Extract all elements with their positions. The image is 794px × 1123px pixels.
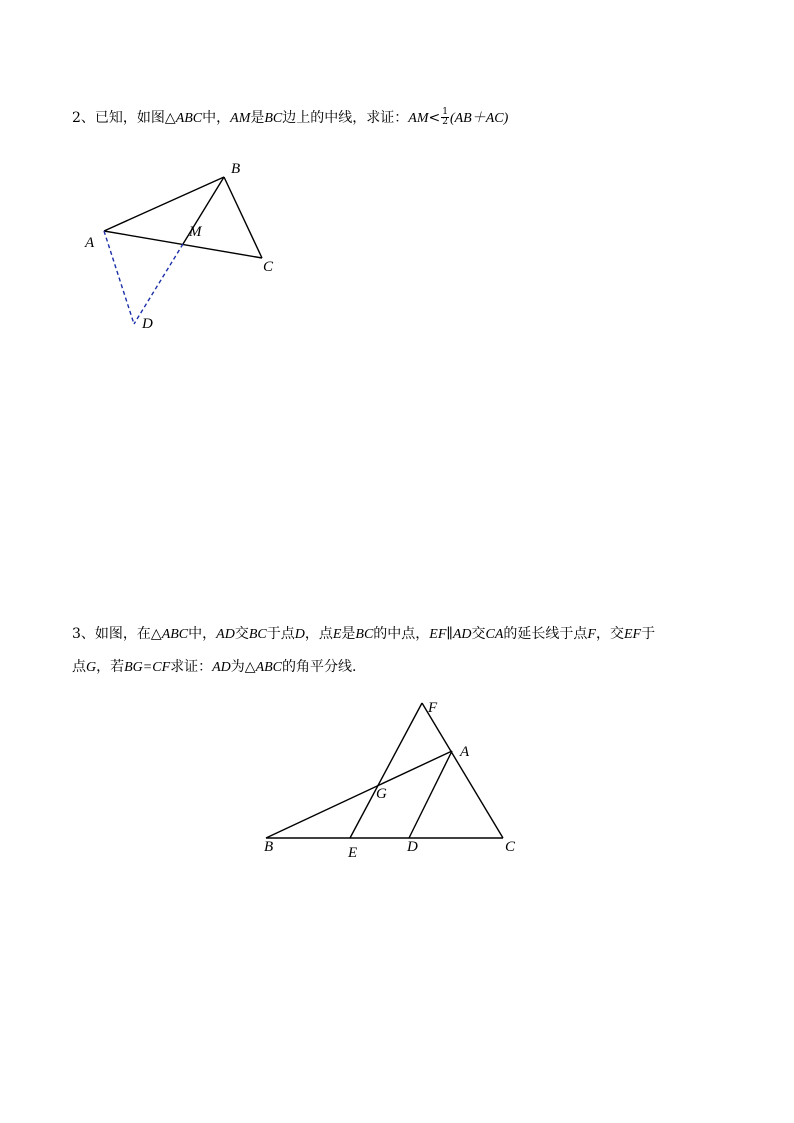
label-c: C bbox=[263, 259, 274, 275]
problem-3-triangle-name: ABC bbox=[255, 660, 283, 675]
segment-cf bbox=[422, 703, 503, 838]
problem-3-number: 3、 bbox=[72, 626, 95, 642]
problem-2-sum-expression: (AB＋AC) bbox=[449, 111, 509, 126]
label-f: F bbox=[428, 700, 438, 716]
fraction-denominator: 2 bbox=[442, 116, 448, 127]
problem-3-triangle-name: ABC bbox=[161, 627, 189, 642]
problem-3-point: G bbox=[86, 660, 97, 675]
problem-2-segment: AM bbox=[408, 111, 429, 126]
label-e: E bbox=[348, 845, 358, 861]
problem-3-text: 于 bbox=[641, 626, 656, 642]
problem-3-text: 点 bbox=[72, 659, 86, 675]
problem-3-point: D bbox=[294, 627, 305, 642]
problem-2-text: 已知，如图△ bbox=[94, 110, 176, 126]
problem-3-text: ，若 bbox=[96, 659, 125, 675]
label-m: M bbox=[189, 224, 202, 240]
problem-3-text: 交 bbox=[471, 626, 486, 642]
problem-3-condition: BG=CF bbox=[124, 660, 171, 675]
problem-3-text: 的角平分线. bbox=[282, 659, 357, 675]
problem-3-text: 如图，在△ bbox=[94, 626, 162, 642]
problem-3-parallel-expression: EF∥AD bbox=[429, 627, 472, 642]
problem-2-segment: AM bbox=[230, 111, 251, 126]
problem-2-segment: BC bbox=[264, 111, 283, 126]
label-g: G bbox=[376, 786, 387, 802]
problem-3-segment: EF bbox=[623, 627, 642, 642]
label-c: C bbox=[505, 839, 516, 855]
label-a: A bbox=[85, 235, 95, 251]
problem-2-triangle-name: ABC bbox=[175, 111, 203, 126]
problem-3-segment: AD bbox=[216, 627, 235, 642]
label-d: D bbox=[407, 839, 418, 855]
problem-3-text: 的中点， bbox=[373, 626, 430, 642]
fraction-numerator: 1 bbox=[442, 106, 448, 117]
problem-2-number: 2、 bbox=[72, 110, 95, 126]
problem-3-segment: AD bbox=[212, 660, 231, 675]
problem-2-text: 中， bbox=[202, 110, 231, 126]
problem-3-point: E bbox=[332, 627, 342, 642]
problem-2-text: 边上的中线，求证： bbox=[282, 110, 409, 126]
problem-3-text: 中， bbox=[188, 626, 217, 642]
problem-3-segment: BC bbox=[355, 627, 374, 642]
problem-3-text: 的延长线于点 bbox=[503, 626, 588, 642]
label-d: D bbox=[142, 316, 153, 332]
label-b: B bbox=[264, 839, 274, 855]
problem-3-text: 为△ bbox=[230, 659, 256, 675]
problem-3-text: 于点 bbox=[266, 626, 295, 642]
problem-3-text: ，点 bbox=[304, 626, 333, 642]
segment-ba bbox=[266, 751, 452, 838]
problem-2-text: 是 bbox=[250, 110, 265, 126]
problem-3-text: ，交 bbox=[595, 626, 624, 642]
less-than-sign: < bbox=[428, 110, 441, 126]
problem-3-segment: BC bbox=[248, 627, 267, 642]
label-a: A bbox=[460, 744, 470, 760]
segment-ad bbox=[409, 751, 452, 838]
problem-3-text: 交 bbox=[234, 626, 249, 642]
problem-3-text: 求证： bbox=[170, 659, 213, 675]
problem-3-point: F bbox=[587, 627, 596, 642]
problem-3-text: 是 bbox=[341, 626, 356, 642]
problem-3-segment: CA bbox=[485, 627, 504, 642]
label-b: B bbox=[231, 161, 241, 177]
